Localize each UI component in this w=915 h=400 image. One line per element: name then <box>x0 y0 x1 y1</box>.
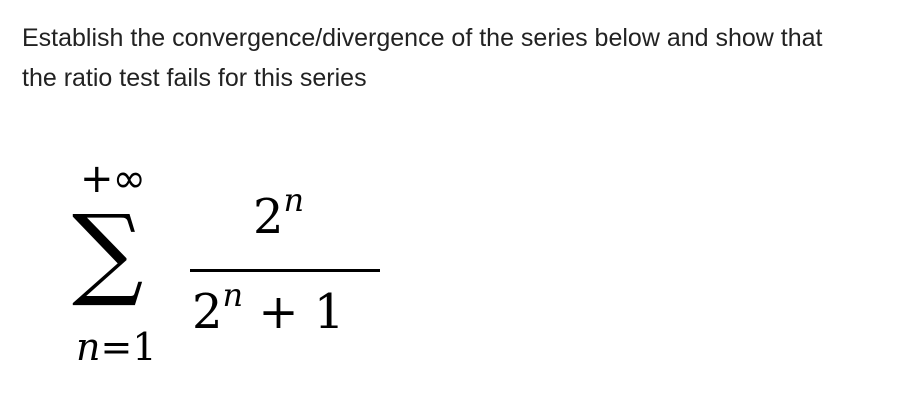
fraction-bar <box>190 269 380 272</box>
fraction-denominator <box>192 276 345 342</box>
denominator-base: 2 <box>192 284 223 340</box>
lower-limit-value: =1 <box>100 325 157 369</box>
numerator-exponent: n <box>283 181 305 219</box>
question-line-2: the ratio test fails for this series <box>22 64 367 92</box>
sum-upper-limit: +∞ <box>80 156 145 202</box>
summation-symbol: ∑ <box>72 193 144 310</box>
question-line-1: Establish the convergence/divergence of the series below and show that <box>22 24 823 52</box>
series-formula <box>40 155 400 385</box>
index-variable: n <box>76 325 101 369</box>
sum-lower-limit <box>76 323 157 371</box>
fraction-numerator <box>253 181 305 247</box>
denominator-exponent: n <box>222 276 244 314</box>
denominator-plus-one: + 1 <box>243 284 345 340</box>
question-text <box>22 18 902 98</box>
numerator-base: 2 <box>253 189 284 245</box>
